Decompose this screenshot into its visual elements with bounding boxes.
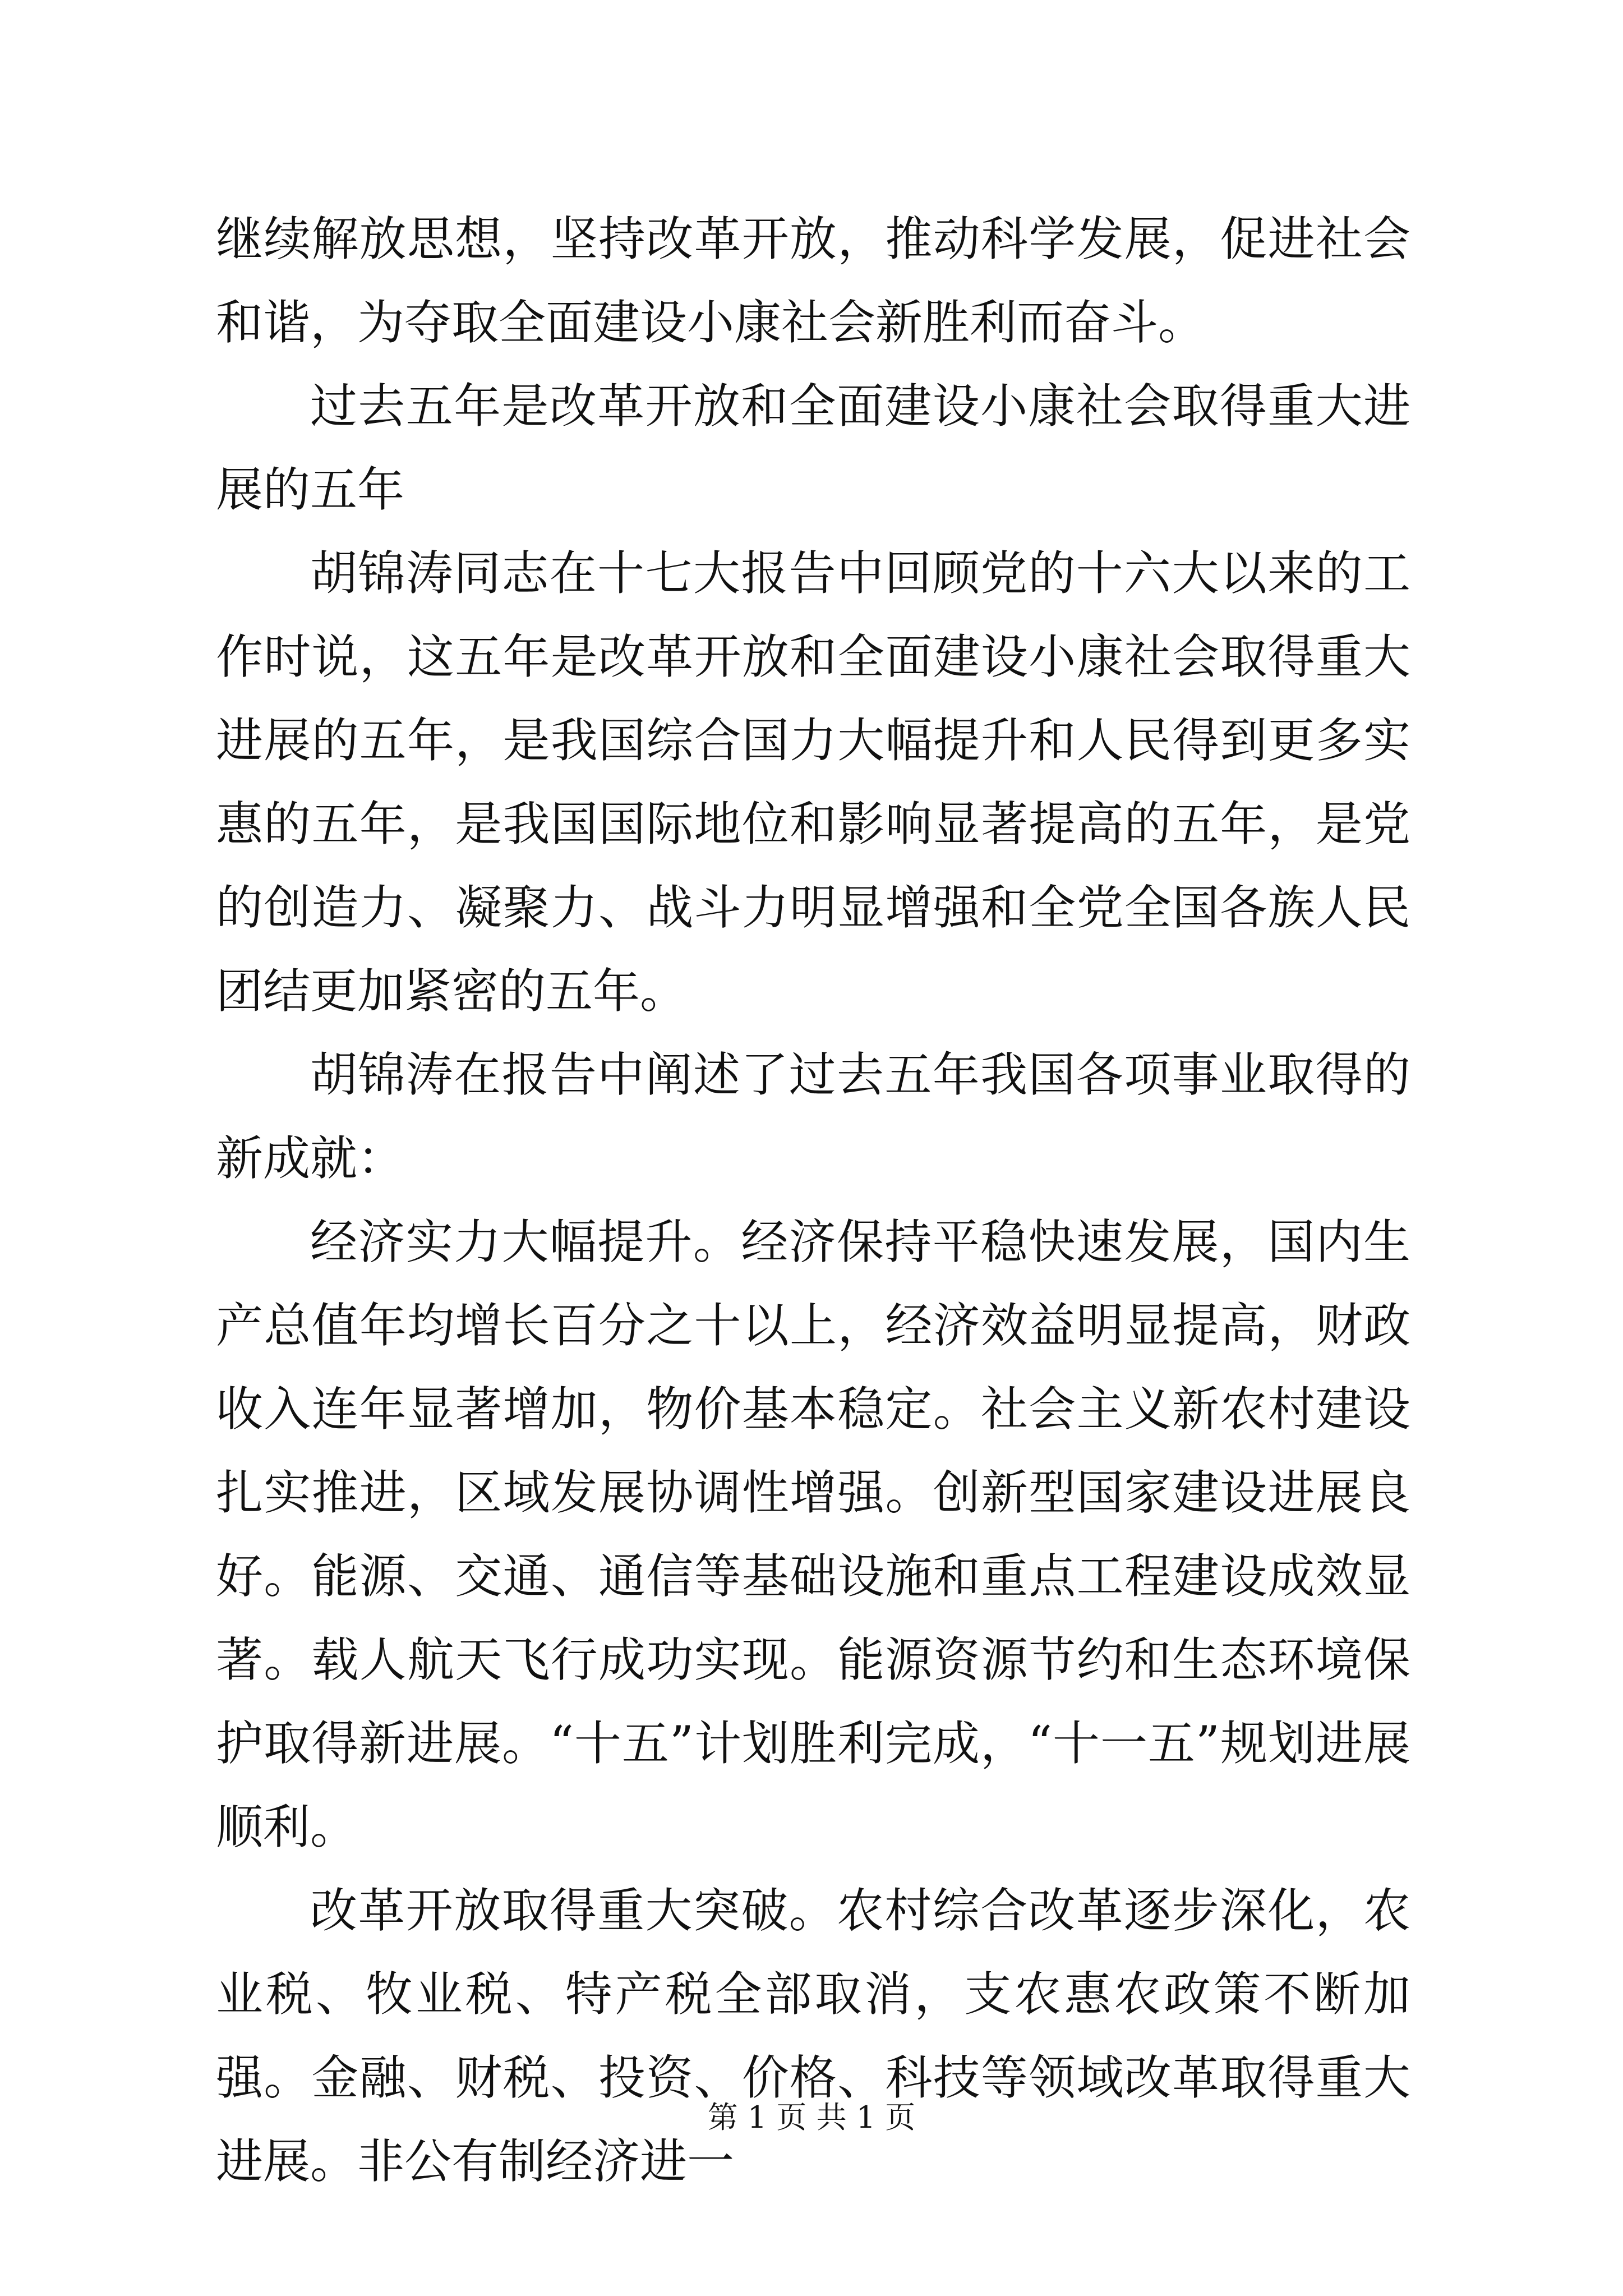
- document-body: [216, 197, 1410, 2203]
- page-number-label: 第 1 页 共 1 页: [707, 2100, 916, 2135]
- paragraph-5: 经济实力大幅提升。经济保持平稳快速发展，国内生产总值年均增长百分之十以上，经济效益明显提高，财政收入连年显著增加，物价基本稳定。社会主义新农村建设扎实推进，区域发展协调性增强。创新型国家建设进展良好。能源、交通、通信等基础设施和重点工程建设成效显著。载人航天飞行成功实现。能源资源节约和生态环境保护取得新进展。“十五”计划胜利完成，“十一五”规划进展顺利。: [216, 1214, 1410, 1855]
- page-footer: [0, 2098, 1623, 2137]
- paragraph-2-heading: 过去五年是改革开放和全面建设小康社会取得重大进展的五年: [216, 379, 1410, 517]
- paragraph-4: 胡锦涛在报告中阐述了过去五年我国各项事业取得的新成就：: [216, 1047, 1410, 1186]
- paragraph-6: 改革开放取得重大突破。农村综合改革逐步深化，农业税、牧业税、特产税全部取消，支农惠农政策不断加强。金融、财税、投资、价格、科技等领域改革取得重大进展。非公有制经济进一: [216, 1883, 1410, 2189]
- paragraph-3: 胡锦涛同志在十七大报告中回顾党的十六大以来的工作时说，这五年是改革开放和全面建设小康社会取得重大进展的五年，是我国综合国力大幅提升和人民得到更多实惠的五年，是我国国际地位和影响显著提高的五年，是党的创造力、凝聚力、战斗力明显增强和全党全国各族人民团结更加紧密的五年。: [216, 546, 1410, 1019]
- paragraph-1: 继续解放思想，坚持改革开放，推动科学发展，促进社会和谐，为夺取全面建设小康社会新胜利而奋斗。: [216, 211, 1410, 350]
